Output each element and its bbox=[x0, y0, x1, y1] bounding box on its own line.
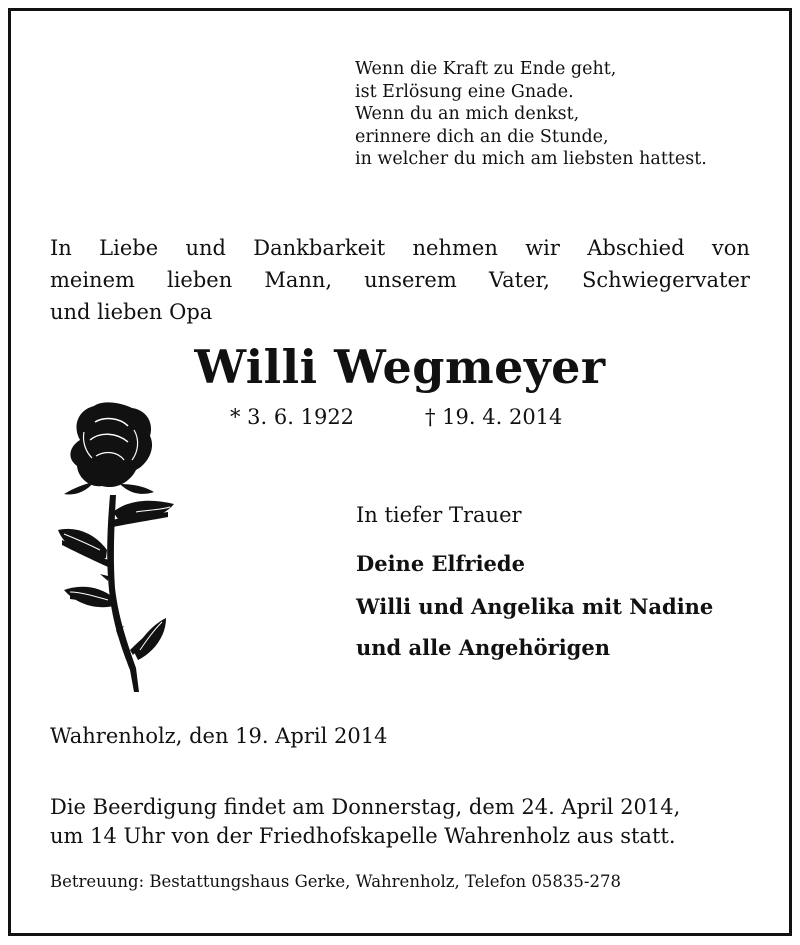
funeral-home-credit: Betreuung: Bestattungshaus Gerke, Wahrenholz, Telefon 05835-278 bbox=[50, 872, 621, 891]
intro-text bbox=[50, 232, 750, 328]
funeral-notice bbox=[50, 793, 680, 851]
mourning-heading: In tiefer Trauer bbox=[356, 503, 522, 527]
word: Abschied bbox=[587, 236, 685, 260]
word: wir bbox=[525, 236, 560, 260]
funeral-line: Die Beerdigung findet am Donnerstag, dem 24. April 2014, bbox=[50, 795, 681, 819]
deceased-name: Willi Wegmeyer bbox=[194, 340, 606, 394]
place-date: Wahrenholz, den 19. April 2014 bbox=[50, 724, 388, 748]
rose-icon bbox=[50, 400, 180, 700]
poem-line: Wenn du an mich denkst, bbox=[355, 104, 580, 124]
poem bbox=[355, 58, 707, 171]
word: Mann, bbox=[264, 268, 333, 292]
word: von bbox=[711, 236, 750, 260]
poem-line: erinnere dich an die Stunde, bbox=[355, 126, 609, 147]
poem-line: ist Erlösung eine Gnade. bbox=[355, 81, 574, 102]
word: meinem bbox=[50, 268, 135, 292]
poem-line: in welcher du mich am liebsten hattest. bbox=[355, 149, 707, 169]
poem-line: Wenn die Kraft zu Ende geht, bbox=[355, 59, 617, 79]
word: Liebe bbox=[99, 236, 159, 260]
intro-line bbox=[50, 264, 750, 296]
intro-line: und lieben Opa bbox=[50, 300, 213, 324]
word: Dankbarkeit bbox=[253, 236, 386, 260]
word: lieben bbox=[167, 268, 233, 292]
word: Vater, bbox=[488, 268, 550, 292]
death-date: † 19. 4. 2014 bbox=[425, 405, 563, 429]
word: nehmen bbox=[412, 236, 498, 260]
word: unserem bbox=[364, 268, 457, 292]
word: und bbox=[185, 236, 226, 260]
mourner-line: Willi und Angelika mit Nadine bbox=[356, 594, 714, 619]
word: In bbox=[50, 236, 72, 260]
mourner-line: und alle Angehörigen bbox=[356, 635, 610, 660]
mourner-line: Deine Elfriede bbox=[356, 551, 525, 576]
word: Schwiegervater bbox=[581, 268, 750, 292]
birth-date: * 3. 6. 1922 bbox=[230, 405, 355, 429]
intro-line bbox=[50, 232, 750, 264]
funeral-line: um 14 Uhr von der Friedhofskapelle Wahrenholz aus statt. bbox=[50, 824, 676, 848]
